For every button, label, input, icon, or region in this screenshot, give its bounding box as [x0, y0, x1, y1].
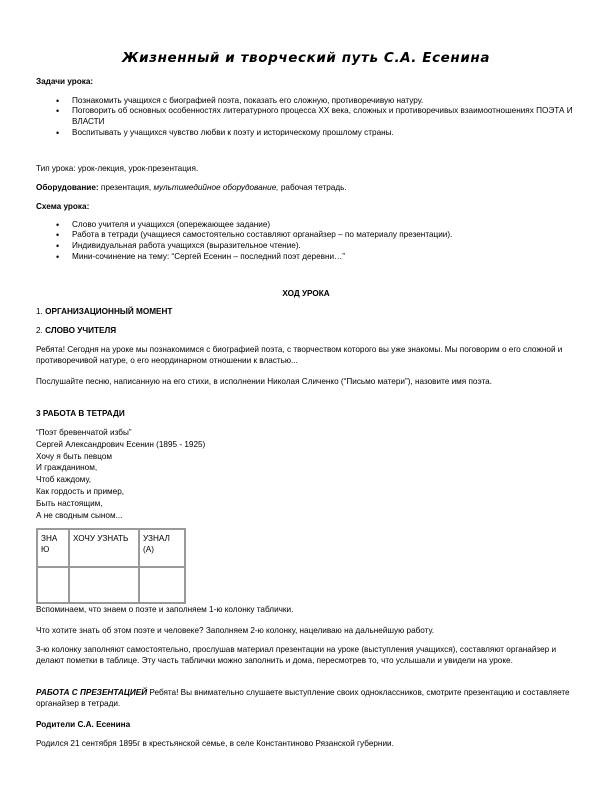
tasks-list — [36, 96, 576, 139]
equipment-text: презентация, — [98, 183, 154, 192]
kwl-table — [36, 528, 186, 604]
teacher-paragraph-2: Послушайте песню, написанную на его стихи, в исполнении Николая Сличенко (“Письмо матери”), назовите имя поэта. — [36, 377, 492, 386]
course-heading: ХОД УРОКА — [282, 289, 330, 298]
section-3-heading: 3 РАБОТА В ТЕТРАДИ — [36, 409, 125, 418]
table-row — [37, 567, 185, 603]
poem-line: “Поэт бревенчатой избы” — [36, 428, 132, 437]
lesson-type-value: урок-лекция, урок-презентация. — [75, 164, 199, 173]
table-header-cell: ХОЧУ УЗНАТЬ — [69, 529, 139, 567]
list-item: • Поговорить об основных особенностях литературного процесса XX века, сложных и противоречивых взаимоотношениях ПОЭТА И ВЛАСТИ — [72, 106, 576, 127]
poem — [36, 427, 576, 522]
scheme-heading: Схема урока: — [36, 202, 90, 211]
table-header-cell: ЗНА Ю — [37, 529, 69, 567]
scheme-section — [36, 202, 576, 262]
list-item: • Индивидуальная работа учащихся (выразительное чтение). — [72, 241, 576, 252]
parents-paragraph: Родился 21 сентября 1895г в крестьянской семье, в селе Константиново Рязанской губернии. — [36, 739, 394, 748]
poem-line: Быть настоящим, — [36, 498, 103, 508]
remember-paragraph: Вспоминаем, что знаем о поэте и заполняем 1-ю колонку таблички. — [36, 605, 294, 614]
equipment-text-end: рабочая тетрадь. — [278, 183, 347, 192]
poem-line: А не сводным сыном... — [36, 510, 123, 520]
table-cell — [139, 567, 185, 603]
presentation-label: РАБОТА С ПРЕЗЕНТАЦИЕЙ — [36, 688, 148, 697]
poem-line: Хочу я быть певцом — [36, 451, 113, 461]
want-know-paragraph: Что хотите знать об этом поэте и человеке? Заполняем 2-ю колонку, нацеливаю на дальнейшую работу. — [36, 626, 435, 635]
section-title: ОРГАНИЗАЦИОННЫЙ МОМЕНТ — [45, 307, 173, 316]
section-number: 2. — [36, 326, 46, 335]
list-item: • Работа в тетради (учащиеся самостоятельно составляют органайзер – по материалу презентации). — [72, 230, 576, 241]
section-2-heading — [36, 326, 576, 337]
document-title: Жизненный и творческий путь С.А. Есенина — [121, 50, 491, 66]
poem-line: И гражданином, — [36, 463, 98, 473]
presentation-paragraph — [36, 688, 576, 709]
lesson-type-label: Тип урока: — [36, 164, 76, 173]
lesson-type — [36, 164, 576, 175]
table-cell — [37, 567, 69, 603]
third-column-paragraph: 3-ю колонку заполняют самостоятельно, прослушав материал презентации на уроке (выступления учащихся), составляют органайзер и делают пометки в таблице. Эту часть таблички можно заполнить и дома, пересмотрев то, что услышали и увидели на уроке. — [36, 645, 557, 665]
scheme-list — [36, 220, 576, 263]
equipment — [36, 183, 576, 194]
list-item: • Воспитывать у учащихся чувство любви к поэту и историческому прошлому страны. — [72, 128, 576, 139]
parents-heading: Родители С.А. Есенина — [36, 720, 131, 729]
presentation-text: Ребята! Вы внимательно слушаете выступление своих одноклассников, смотрите презентацию и составляете органайзер в тетради. — [36, 688, 570, 708]
tasks-section — [36, 77, 576, 138]
section-1-heading — [36, 307, 576, 318]
list-item: • Мини-сочинение на тему: “Сергей Есенин – последний поэт деревни…” — [72, 252, 576, 263]
section-title: СЛОВО УЧИТЕЛЯ — [45, 326, 117, 335]
equipment-text-italic: мультимедийное оборудование, — [153, 183, 279, 192]
tasks-heading: Задачи урока: — [36, 77, 94, 86]
list-item: • Познакомить учащихся с биографией поэта, показать его сложную, противоречивую натуру. — [72, 96, 576, 107]
table-header-cell: УЗНАЛ (А) — [139, 529, 185, 567]
table-cell — [69, 567, 139, 603]
section-number: 1. — [36, 307, 46, 316]
equipment-label: Оборудование: — [36, 183, 99, 192]
poem-line: Как гордость и пример, — [36, 487, 125, 497]
list-item: • Слово учителя и учащихся (опережающее задание) — [72, 220, 576, 231]
teacher-paragraph-1: Ребята! Сегодня на уроке мы познакомимся с биографией поэта, с творчеством которого вы уже знакомы. Мы поговорим о его сложной и противоречивой натуре, о его неординарном отношении к властью... — [36, 345, 563, 365]
poem-line: Чтоб каждому, — [36, 475, 92, 485]
poem-line: Сергей Александрович Есенин (1895 - 1925) — [36, 439, 206, 449]
table-row — [37, 529, 185, 567]
